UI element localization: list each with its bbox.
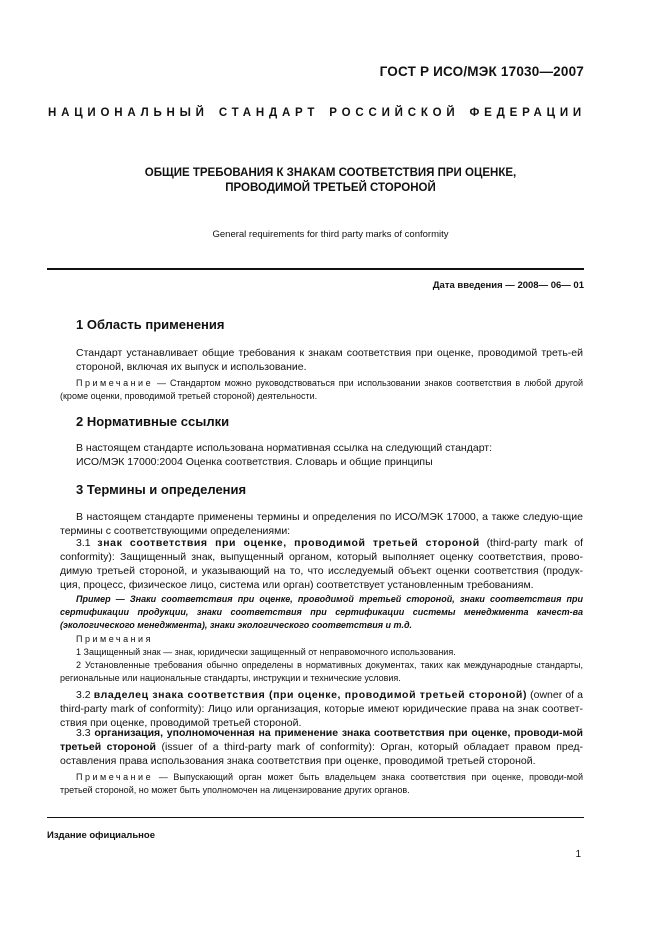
note-label: Примечание <box>76 378 154 388</box>
bottom-rule <box>47 817 584 818</box>
term-3-2-term: владелец знака соответствия (при оценке, проводимой третьей стороной) <box>93 689 528 701</box>
section-2-line-2: ИСО/МЭК 17000:2004 Оценка соответствия. Словарь и общие принципы <box>76 456 433 468</box>
note-text: — Стандартом можно руководствоваться при использовании знаков соответствия в любой другой (кроме оценки, проводимой третьей стороной) деятельности. <box>60 378 583 401</box>
term-3-1-term: знак соответствия при оценке, проводимой третьей стороной <box>97 537 480 549</box>
document-code: ГОСТ Р ИСО/МЭК 17030—2007 <box>379 64 584 79</box>
page-number: 1 <box>575 849 581 860</box>
example-note: Пример — Знаки соответствия при оценке, проводимой третьей стороной, знаки соответствия при сертификации продукции, знаки соответствия при сертификации системы менеджмента качест-ва (экологического менеджмента), знаки экологического соответствия и т.д. <box>60 594 583 630</box>
section-3-intro: В настоящем стандарте применены термины и определения по ИСО/МЭК 17000, а также следую-щие термины с соответствующими определениями: <box>60 511 583 537</box>
term-3-1-english: (third-party mark of conformity): <box>60 537 584 563</box>
term-3-2 <box>60 688 583 730</box>
section-3-heading: 3 Термины и определения <box>76 482 247 497</box>
title-line-2: ПРОВОДИМОЙ ТРЕТЬЕЙ СТОРОНОЙ <box>225 182 436 194</box>
final-note <box>60 771 583 797</box>
official-edition-label: Издание официальное <box>47 830 155 841</box>
term-3-2-definition: Лицо или организация, которые имеют юридические права на знак соответ-ствия при оценке, проводимой третьей стороной. <box>60 703 583 729</box>
introduction-date: Дата введения — 2008— 06— 01 <box>432 280 584 291</box>
section-2-heading: 2 Нормативные ссылки <box>76 414 230 429</box>
top-rule <box>47 268 584 270</box>
term-3-1 <box>60 536 583 592</box>
term-3-3-definition: Орган, который обладает правом пред-оставления права использования знака соответствия при оценке, проводимой третьей стороной. <box>60 741 583 767</box>
section-1-paragraph: Стандарт устанавливает общие требования к знакам соответствия при оценке, проводимой треть-ей стороной, включая их выпуск и использование. <box>76 347 583 373</box>
note-1: 1 Защищенный знак — знак, юридически защищенный от неправомочного использования. <box>76 647 456 657</box>
term-3-2-english: (owner of a third-party mark of conformity): <box>60 689 583 715</box>
note-2: 2 Установленные требования обычно определены в нормативных документах, таких как международные стандарты, региональные или национальные стандарты, инструкции и технические условия. <box>60 660 583 683</box>
title-line-1: ОБЩИЕ ТРЕБОВАНИЯ К ЗНАКАМ СООТВЕТСТВИЯ ПРИ ОЦЕНКЕ, <box>144 167 517 179</box>
term-3-3 <box>60 726 583 768</box>
section-1-note <box>60 377 583 403</box>
term-3-3-term: организация, уполномоченная на применение знака соответствия при оценке, проводи-мой третьей стороной <box>60 727 584 753</box>
final-note-text: — Выпускающий орган может быть владельцем знака соответствия при оценке, проводи-мой третьей стороной, но может быть уполномочен на лицензирование других органов. <box>60 772 583 795</box>
term-3-3-number: 3.3 <box>76 727 91 739</box>
notes-label: Примечания <box>76 634 153 644</box>
national-standard-banner: НАЦИОНАЛЬНЫЙ СТАНДАРТ РОССИЙСКОЙ ФЕДЕРАЦИИ <box>48 107 586 119</box>
term-3-1-definition: Защищенный знак, выпущенный органом, который выполняет оценку соответствия, прово-димую третьей стороной, и указывающий на то, что исследуемый объект оценки соответствия (продук-ция, процесс, физическое лицо, система или орган) соответствует установленным требованиям. <box>60 551 583 591</box>
document-title <box>60 166 601 196</box>
english-title: General requirements for third party marks of conformity <box>212 229 449 240</box>
section-2-line-1: В настоящем стандарте использована нормативная ссылка на следующий стандарт: <box>76 442 493 454</box>
section-2-body <box>76 441 583 469</box>
term-3-2-number: 3.2 <box>76 689 91 701</box>
final-note-label: Примечание <box>76 772 154 782</box>
term-3-3-english: (issuer of a third-party mark of conformity): <box>155 741 375 753</box>
section-1-heading: 1 Область применения <box>76 317 225 332</box>
term-3-1-number: 3.1 <box>76 537 91 549</box>
